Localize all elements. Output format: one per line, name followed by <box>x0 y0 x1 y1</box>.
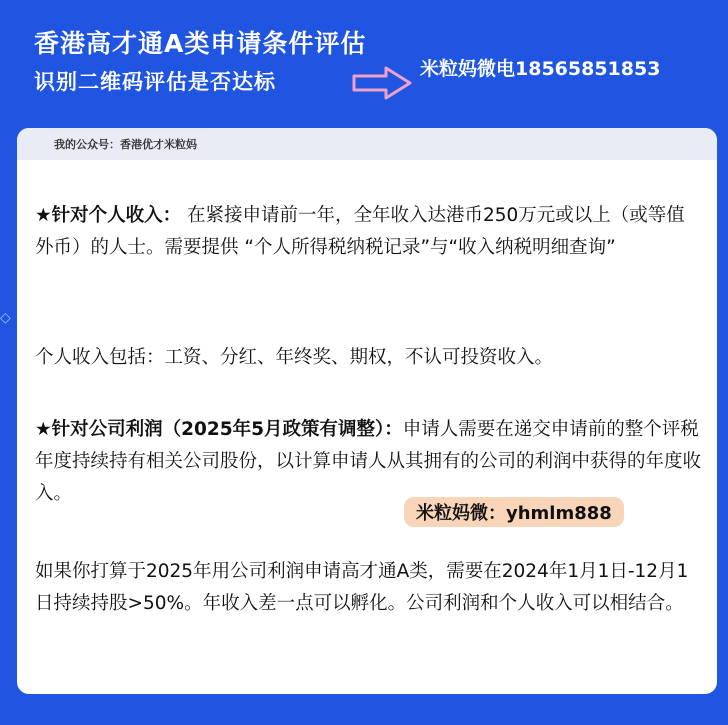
plan-paragraph: 如果你打算于2025年用公司利润申请高才通A类，需要在2024年1月1日-12月1日持续持股>50%。年收入差一点可以孵化。公司利润和个人收入可以相结合。 <box>35 561 689 614</box>
diamond-icon: ◇ <box>0 310 11 326</box>
company-profit-heading: ★针对公司利润（2025年5月政策有调整）： <box>35 419 403 440</box>
arrow-right-icon <box>352 66 412 100</box>
header-subtitle: 识别二维码评估是否达标 <box>34 70 276 94</box>
wechat-watermark: 米粒妈微：yhmlm888 <box>404 497 624 527</box>
personal-income-paragraph <box>35 200 703 264</box>
content-card <box>17 128 717 694</box>
personal-income-heading: ★针对个人收入： <box>35 205 182 226</box>
header-title: 香港高才通A类申请条件评估 <box>34 29 367 58</box>
company-profit-paragraph <box>35 414 703 510</box>
income-types-paragraph: 个人收入包括：工资、分红、年终奖、期权，不认可投资收入。 <box>35 347 554 368</box>
company-profit-text: 申请人需要在递交申请前的整个评税年度持续持有相关公司股份，以计算申请人从其拥有的公司的利润中获得的年度收入。 <box>35 419 702 504</box>
contact-phone: 米粒妈微电18565851853 <box>420 58 661 80</box>
account-banner: 我的公众号：香港优才米粒妈 <box>17 128 717 160</box>
personal-income-text: 在紧接申请前一年，全年收入达港币250万元或以上（或等值外币）的人士。需要提供 “个人所得税纳税记录”与“收入纳税明细查询” <box>35 205 685 258</box>
